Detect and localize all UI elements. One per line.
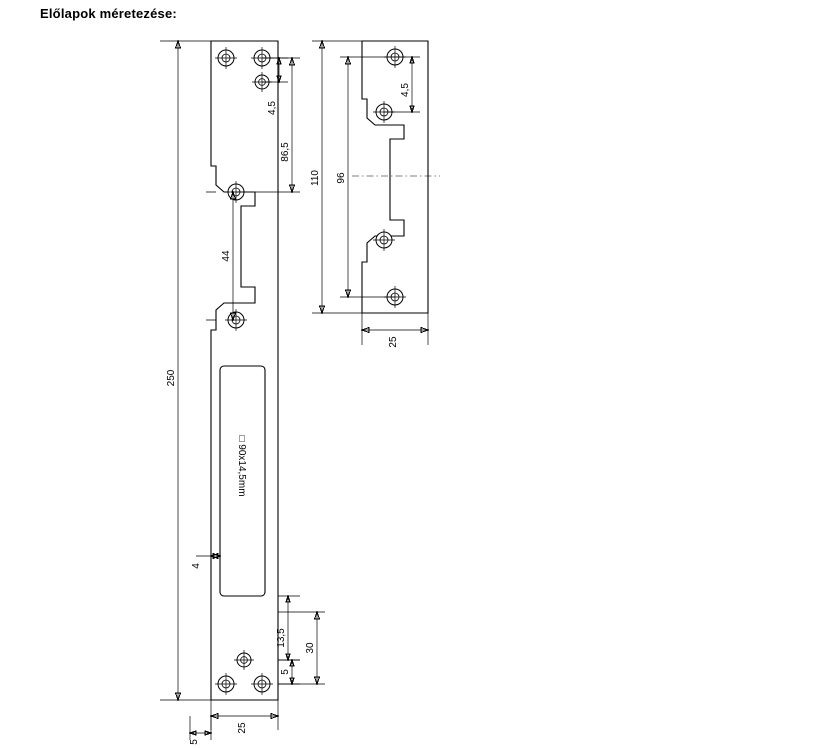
dim-s-4-5-text: 4,5 — [400, 83, 411, 97]
dim-5-bottom-left-line — [190, 716, 211, 740]
short-faceplate-side-view — [310, 41, 440, 348]
short-faceplate-outline — [362, 41, 428, 313]
dim-5-right-text: 5 — [280, 669, 291, 675]
dim-4-5-text: 4,5 — [267, 101, 278, 115]
dim-96-text: 96 — [336, 172, 347, 184]
dim-44-text: 44 — [221, 250, 232, 262]
dim-13-5-text: 13,5 — [276, 628, 287, 648]
dim-250-text: 250 — [166, 369, 177, 387]
long-faceplate-front-view — [160, 41, 325, 745]
dim-s-25-text: 25 — [388, 336, 399, 348]
dim-5-bottom-left-text: 5 — [189, 739, 200, 745]
dim-25-bottom-text: 25 — [237, 722, 248, 734]
dim-4-text: 4 — [191, 563, 202, 569]
dim-13-5-line — [278, 596, 300, 660]
cutout-label: □ 90x14,5mm — [236, 435, 247, 497]
page-title: Előlapok méretezése: — [40, 6, 177, 21]
dim-110-text: 110 — [310, 170, 321, 186]
dim-30-text: 30 — [305, 642, 316, 654]
dim-86-5-text: 86,5 — [280, 142, 291, 162]
